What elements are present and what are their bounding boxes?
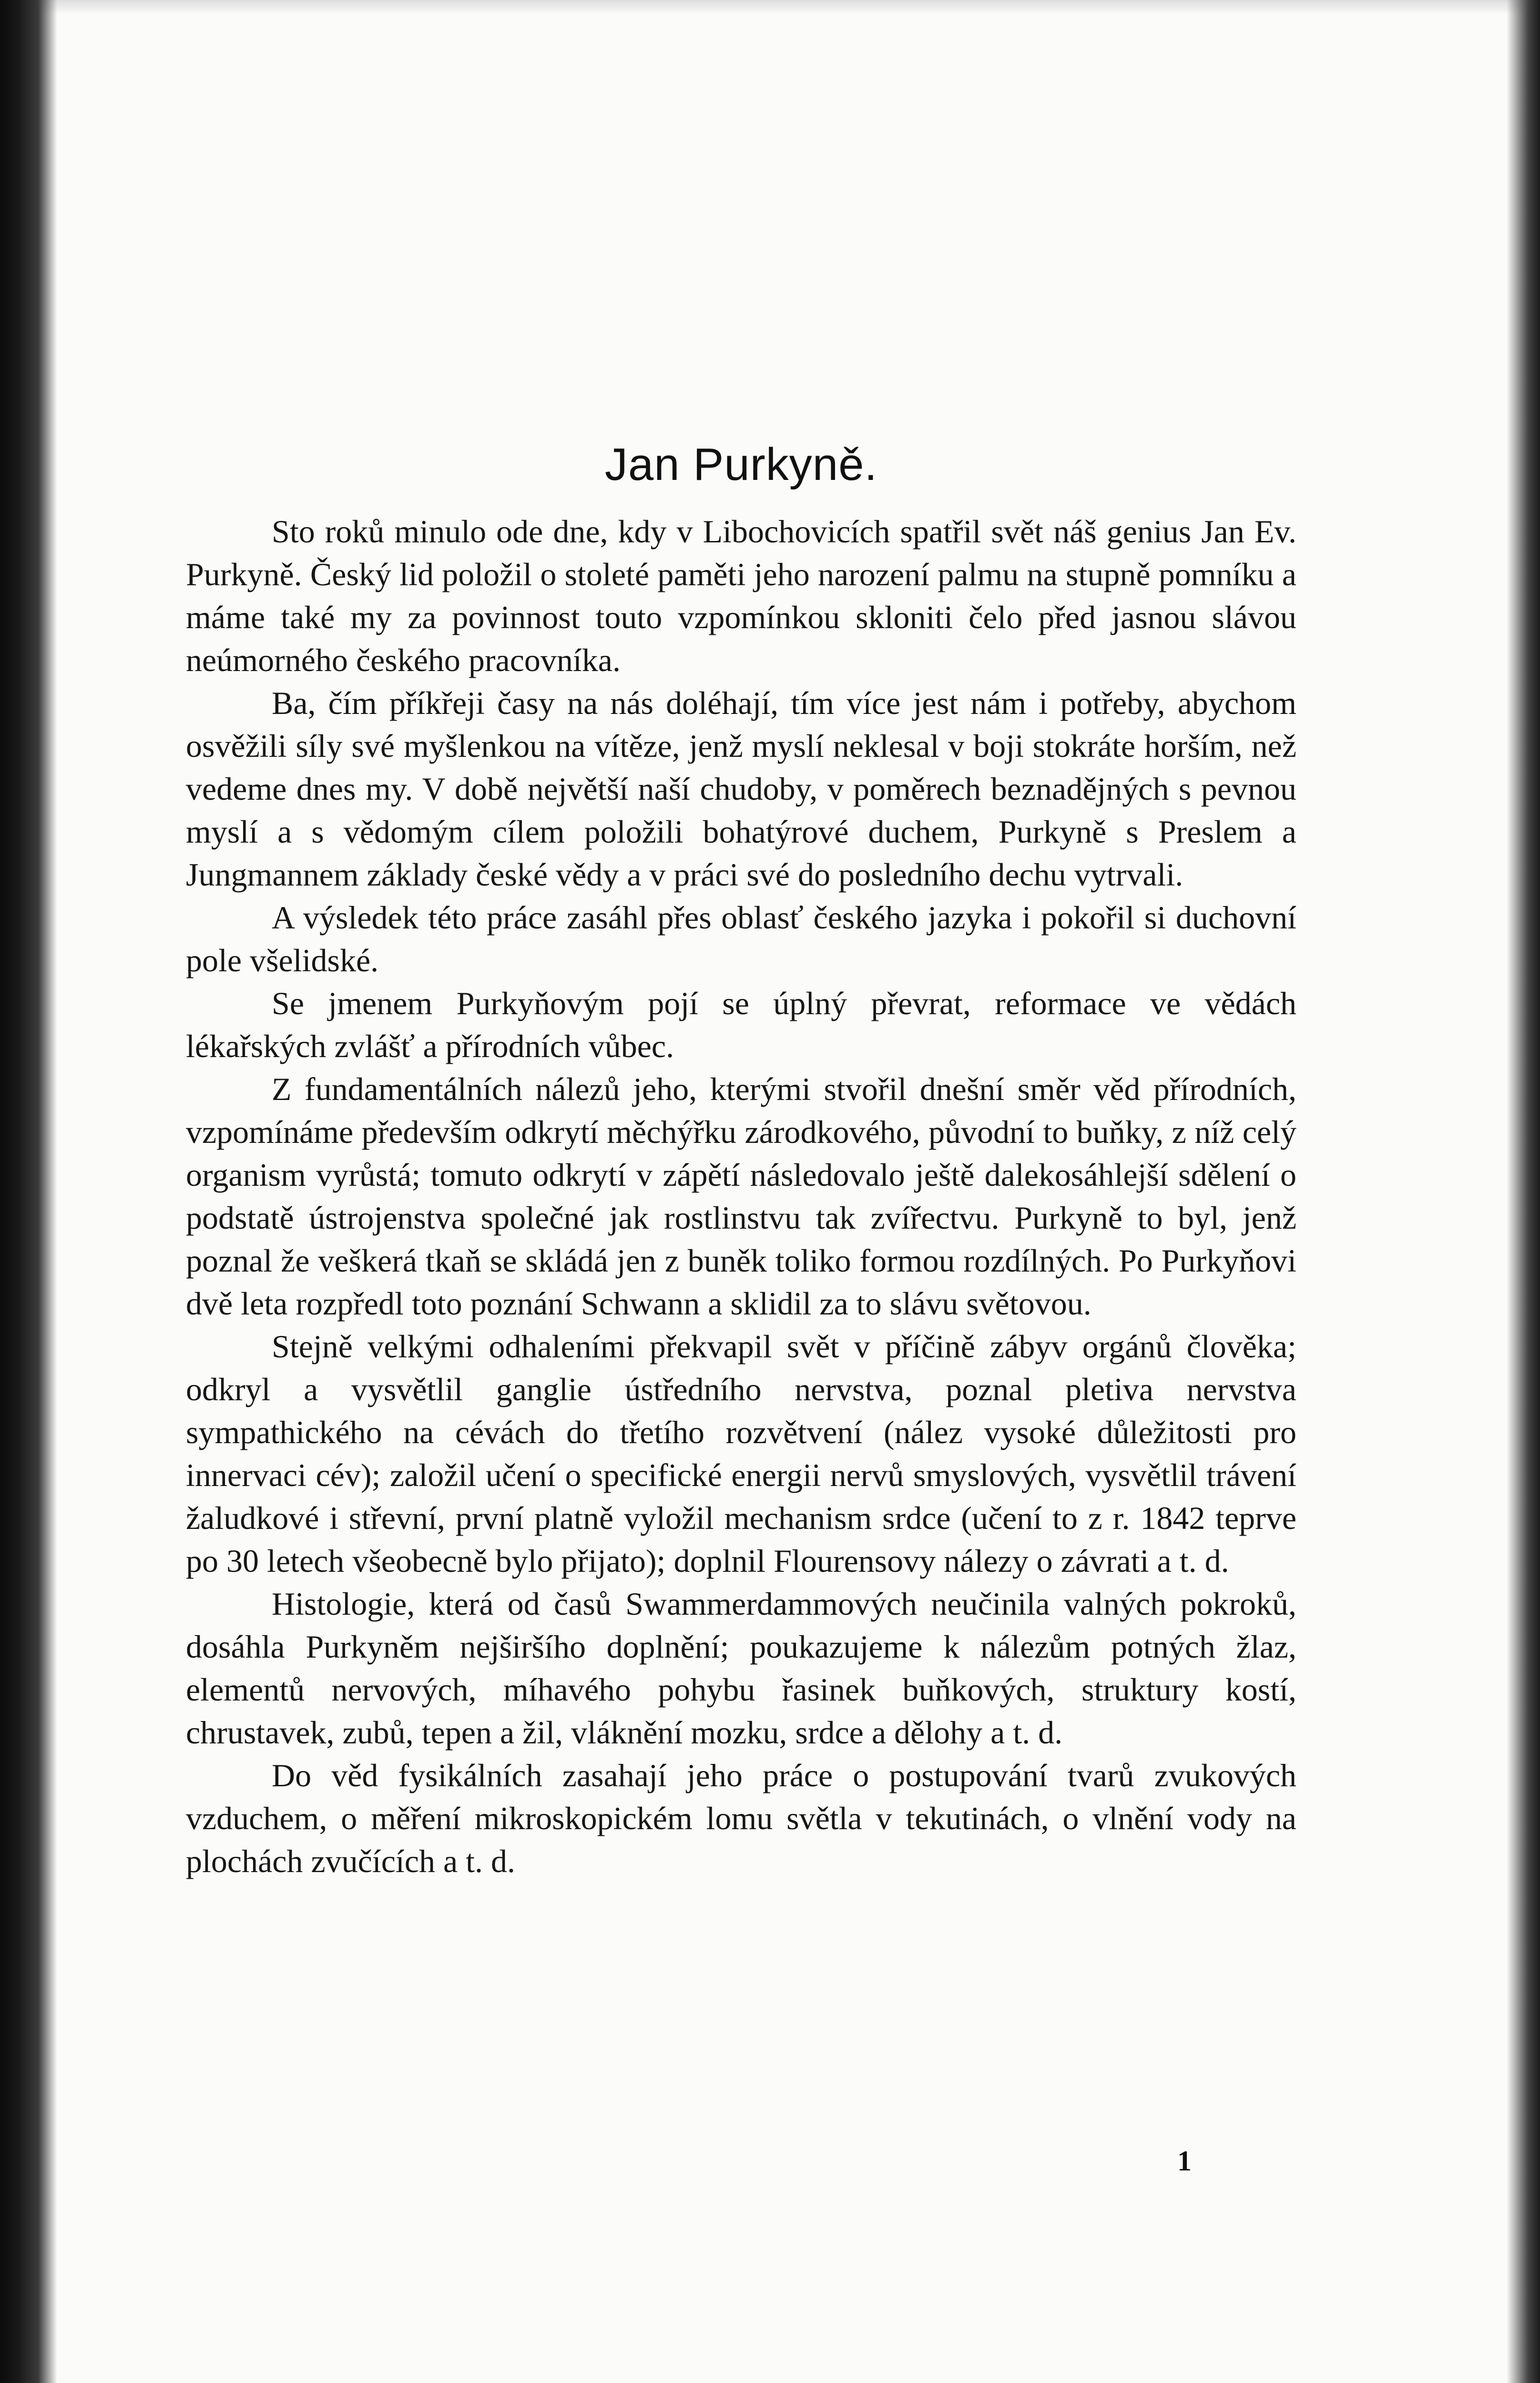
paragraph: Stejně velkými odhaleními překvapil svět v příčině zábyv orgánů člověka; odkryl a vysvětlil ganglie ústředního nervstva, poznal pletiva nervstva sympathického na cévách do třetího rozvětvení (nález vysoké důležitosti pro innervaci cév); založil učení o specifické energii nervů smyslových, vysvětlil trávení žaludkové i střevní, první platně vyložil mechanism srdce (učení to z r. 1842 teprve po 30 letech všeobecně bylo přijato); doplnil Flourensovy nálezy o závrati a t. d.: [186, 1328, 1296, 1579]
scan-edge-right: [1507, 0, 1540, 2383]
document-body: [186, 438, 1296, 1883]
page-number: 1: [1177, 2145, 1192, 2177]
scan-edge-left: [0, 0, 57, 2383]
paragraph: Histologie, která od časů Swammerdammových neučinila valných pokroků, dosáhla Purkyněm nejširšího doplnění; poukazujeme k nálezům potných žlaz, elementů nervových, míhavého pohybu řasinek buňkových, struktury kostí, chrustavek, zubů, tepen a žil, vláknění mozku, srdce a dělohy a t. d.: [186, 1586, 1296, 1751]
paragraph: Se jmenem Purkyňovým pojí se úplný převrat, reformace ve vědách lékařských zvlášť a přírodních vůbec.: [186, 985, 1296, 1064]
scan-edge-top: [0, 0, 1540, 14]
paragraph: Do věd fysikálních zasahají jeho práce o postupování tvarů zvukových vzduchem, o měření mikroskopickém lomu světla v tekutinách, o vlnění vody na plochách zvučících a t. d.: [186, 1757, 1296, 1879]
paragraph: Z fundamentálních nálezů jeho, kterými stvořil dnešní směr věd přírodních, vzpomínáme především odkrytí měchýřku zárodkového, původní to buňky, z níž celý organism vyrůstá; tomuto odkrytí v zápětí následovalo ještě dalekosáhlejší sdělení o podstatě ústrojenstva společné jak rostlinstvu tak zvířectvu. Purkyně to byl, jenž poznal že veškerá tkaň se skládá jen z buněk toliko formou rozdílných. Po Purkyňovi dvě leta rozpředl toto poznání Schwann a sklidil za to slávu světovou.: [186, 1071, 1296, 1322]
paragraph: A výsledek této práce zasáhl přes oblasť českého jazyka i pokořil si duchovní pole všelidské.: [186, 899, 1296, 978]
page-title: Jan Purkyně.: [604, 439, 878, 490]
paragraph: Ba, čím příkřeji časy na nás doléhají, tím více jest nám i potřeby, abychom osvěžili síly své myšlenkou na vítěze, jenž myslí neklesal v boji stokráte horším, než vedeme dnes my. V době největší naší chudoby, v poměrech beznadějných s pevnou myslí a s vědomým cílem položili bohatýrové duchem, Purkyně s Preslem a Jungmannem základy české vědy a v práci své do posledního dechu vytrvali.: [186, 685, 1296, 893]
paragraph: Sto roků minulo ode dne, kdy v Libochovicích spatřil svět náš genius Jan Ev. Purkyně. Český lid položil o stoleté paměti jeho narození palmu na stupně pomníku a máme také my za povinnost touto vzpomínkou skloniti čelo před jasnou slávou neúmorného českého pracovníka.: [186, 513, 1296, 678]
